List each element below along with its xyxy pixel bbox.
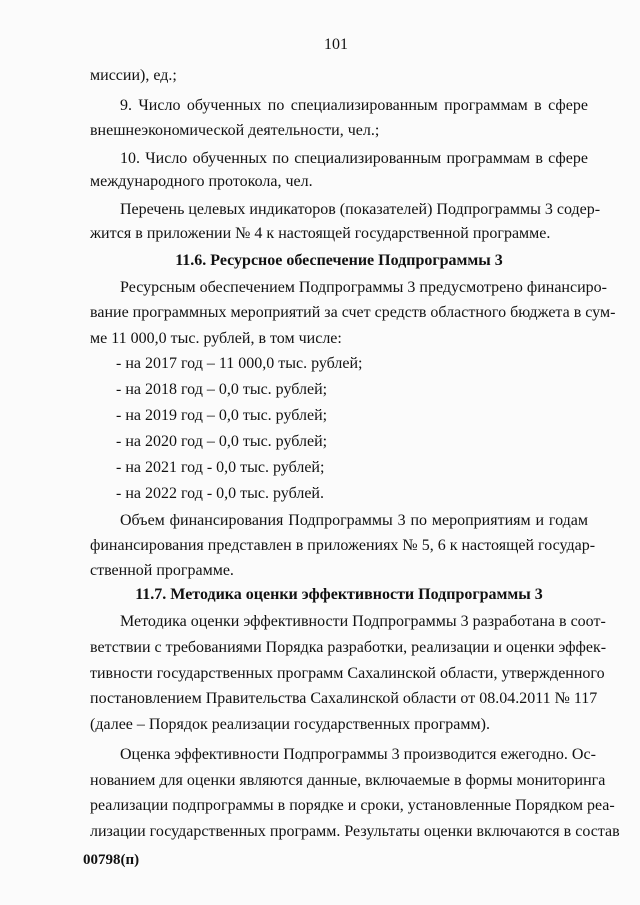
text-line: лизации государственных программ. Результаты оценки включаются в состав [90,823,620,840]
page-number: 101 [324,36,348,53]
section-heading: 11.6. Ресурсное обеспечение Подпрограммы 3 [175,252,503,269]
text-line: Оценка эффективности Подпрограммы 3 производится ежегодно. Ос- [120,746,596,763]
text-line: (далее – Порядок реализации государственных программ). [90,716,490,733]
text-line: Объем финансирования Подпрограммы 3 по мероприятиям и годам [120,512,588,529]
text-line: Ресурсным обеспечением Подпрограммы 3 предусмотрено финансиро- [120,279,607,296]
text-line: тивности государственных программ Сахалинской области, утвержденного [90,665,605,682]
text-line: 10. Число обученных по специализированным программам в сфере [120,150,588,167]
text-line: международного протокола, чел. [90,173,313,190]
funding-list-item: - на 2018 год – 0,0 тыс. рублей; [116,381,328,398]
text-line: реализации подпрограммы в порядке и сроки, установленные Порядком реа- [90,797,615,814]
text-line: ме 11 000,0 тыс. рублей, в том числе: [90,330,342,347]
section-heading: 11.7. Методика оценки эффективности Подпрограммы 3 [135,586,543,603]
text-line: миссии), ед.; [90,67,177,84]
text-line: вание программных мероприятий за счет средств областного бюджета в сум- [90,304,616,321]
text-line: финансирования представлен в приложениях № 5, 6 к настоящей государ- [90,537,596,554]
text-line: Перечень целевых индикаторов (показателей) Подпрограммы 3 содер- [120,201,601,218]
text-line: постановлением Правительства Сахалинской области от 08.04.2011 № 117 [90,690,598,707]
text-line: ственной программе. [90,562,234,579]
text-line: ветствии с требованиями Порядка разработки, реализации и оценки эффек- [90,639,607,656]
document-code: 00798(п) [83,852,140,868]
text-line: Методика оценки эффективности Подпрограммы 3 разработана в соот- [120,613,606,630]
text-line: нованием для оценки являются данные, включаемые в формы мониторинга [90,772,606,789]
text-line: 9. Число обученных по специализированным программам в сфере [120,97,588,114]
text-line: жится в приложении № 4 к настоящей государственной программе. [90,225,551,242]
funding-list-item: - на 2020 год – 0,0 тыс. рублей; [116,433,328,450]
funding-list-item: - на 2019 год – 0,0 тыс. рублей; [116,407,328,424]
funding-list-item: - на 2021 год - 0,0 тыс. рублей; [116,459,325,476]
text-line: внешнеэкономической деятельности, чел.; [90,122,380,139]
funding-list-item: - на 2017 год – 11 000,0 тыс. рублей; [116,355,363,372]
funding-list-item: - на 2022 год - 0,0 тыс. рублей. [116,485,324,502]
